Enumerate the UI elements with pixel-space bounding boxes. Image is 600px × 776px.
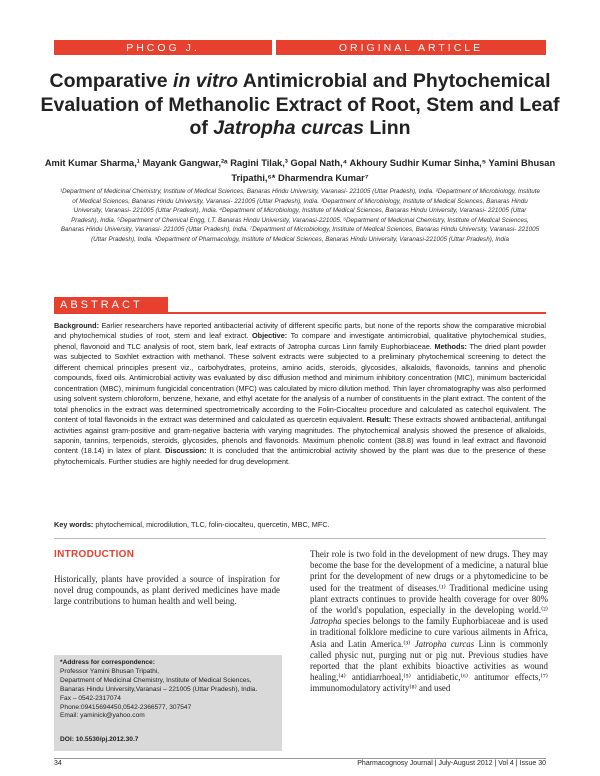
correspondence-line: Phone:09415694450,0542-2366577, 307547	[60, 703, 192, 711]
correspondence-line: Fax – 0542-2317074	[60, 694, 121, 702]
author-list: Amit Kumar Sharma,¹ Mayank Gangwar,²ᵃ Ragini Tilak,³ Gopal Nath,⁴ Akhoury Sudhir Kumar Sinha,⁵ Yamini Bhusan Tripathi,⁶* Dharmendra Kumar⁷	[44, 158, 556, 183]
correspondence-line: Banaras Hindu University,Varanasi – 221005 (Uttar Pradesh), India.	[60, 685, 258, 693]
header-bar	[54, 40, 546, 55]
abstract-body: Background: Earlier researchers have reported antibacterial activity of different specific parts, but none of the reports show the comparative microbial and phytochemical studies of root, stem and leaf extract. Objective: To compare and investigate antimicrobial, qualitative phytochemical studies, phenol, flavonoid and TLC analysis of root, stem bark, leaf extracts of Jatropha curcas Linn family Euphorbiaceae. Methods: The dried plant powder was subjected to Soxhlet extraction with methanol. These solvent extracts were subjected to a preliminary phytochemical screening to detect the different chemical principles present viz., carbohydrates, proteins, amino acids, steroids, glycosides, alkaloids, flavonoids, tannins and phenolic compounds, fixed oils. Antimicrobial activity was evaluated by disc diffusion method and minimum inhibitory concentration (MIC), minimum bactericidal concentration (MBC), minimum fungicidal concentration (MFC) was calculated by micro dilution method. Thin layer chromatography was also performed using solvent system chloroform, benzene, hexane, and ethyl acetate for the analysis of a number of constituents in the plant extract. The content of the total phenolics in the extract was determined spectrometrically according to the Folin-Ciocalteu procedure and calculated as catechol equivalent. The content of total flavonoids in the extract was determined and calculated as quercetin equivalent. Result: These extracts showed antibacterial, antifungal activities against gram-positive and gram-negative bacteria with varying magnitudes. The phytochemical analysis showed the presence of alkaloids, saponin, tannins, terpenoids, steroids, glycosides, phenols and flavonoids. Maximum phenolic content (38.8) was found in leaf extract and flavonoid content (18.14) in latex of plant. Discussion: It is concluded that the antimicrobial activity showed by the plant was due to the presence of these phytochemicals. Further studies are highly needed for drug development.	[54, 321, 546, 466]
correspondence-box	[54, 655, 282, 751]
article-title: Comparative in vitro Antimicrobial and Phytochemical Evaluation of Methanolic Extract of Root, Stem and Leaf of Jatropha curcas Linn	[40, 70, 560, 139]
footer-rule	[54, 758, 546, 759]
introduction-heading: INTRODUCTION	[54, 549, 135, 560]
correspondence-line: Professor Yamini Bhusan Tripathi,	[60, 667, 160, 675]
introduction-left-paragraph: Historically, plants have provided a source of inspiration for novel drug compounds, as plant derived medicines have made large contributions to human health and well being.	[54, 574, 280, 607]
page-number: 34	[54, 760, 62, 767]
section-divider	[54, 538, 546, 539]
abstract-rule	[54, 312, 546, 314]
introduction-right-paragraph: Their role is two fold in the development of new drugs. They may become the base for the development of a medicine, a natural blue print for the development of new drugs or a phytomedicine to be used for the treatment of diseases.⁽¹⁾ Traditional medicine using plant extracts continues to provide health coverage for over 80% of the world's population, especially in the developing world.⁽²⁾ Jatropha species belongs to the family Euphorbiaceae and is used in traditional folklore medicine to cure various ailments in Africa, Asia and Latin America.⁽³⁾ Jatropha curcas Linn is commonly called physic nut, purging nut or pig nut. Previous studies have reported that the plant exhibits bioactive activities as wound healing,⁽⁴⁾ antidiarrhoeal,⁽⁵⁾ antidiabetic,⁽⁶⁾ antitumor effects,⁽⁷⁾ immunomodulatory activity⁽⁸⁾ and used	[310, 549, 548, 694]
doi[interactable]: DOI: 10.5530/pj.2012.30.7	[60, 736, 139, 744]
correspondence-email[interactable]: Email: yaminick@yahoo.com	[60, 712, 145, 720]
section-tag: ORIGINAL ARTICLE	[276, 40, 546, 55]
footer-journal: Pharmacognosy Journal | July-August 2012 | Vol 4 | Issue 30	[357, 760, 546, 767]
correspondence-line: Department of Medicinal Chemistry, Institute of Medical Sciences,	[60, 676, 252, 684]
correspondence-heading: *Address for correspondence:	[60, 659, 155, 666]
journal-tag: PHCOG J.	[54, 40, 272, 55]
abstract-heading: ABSTRACT	[54, 297, 168, 313]
affiliations: ¹Department of Medicinal Chemistry, Institute of Medical Sciences, Banaras Hindu University, Varanasi- 221005 (Uttar Pradesh), India. ²Department of Microbiology, Institute of Medical Sciences, Banaras Hindu University, Varanasi- 221005 (Uttar Pradesh), India. ³Department of Microbiology, Institute of Medical Sciences, Banaras Hindu University, Varanasi- 221005 (Uttar Pradesh), India. ⁴Department of Microbiology, Institute of Medical Sciences, Banaras Hindu University, Varanasi- 221005 (Uttar Pradesh), India. ⁵Department of Chemical Engg, I.T. Banaras Hindu University, Varanasi-221005. ⁶Department of Medicinal Chemistry, Institute of Medical Sciences, Banaras Hindu University, Varanasi- 221005 (Uttar Pradesh), India. ⁷Department of Microbiology, Institute of Medical Sciences, Banaras Hindu University, Varanasi- 221005 (Uttar Pradesh), India. ᵃDepartment of Pharmacology, Institute of Medical Sciences, Banaras Hindu University, Varanasi-221005 (Uttar Pradesh), India	[60, 188, 540, 243]
keywords: Key words: phytochemical, microdilution, TLC, folin-ciocalteu, quercetin, MBC, MFC.	[54, 520, 330, 529]
